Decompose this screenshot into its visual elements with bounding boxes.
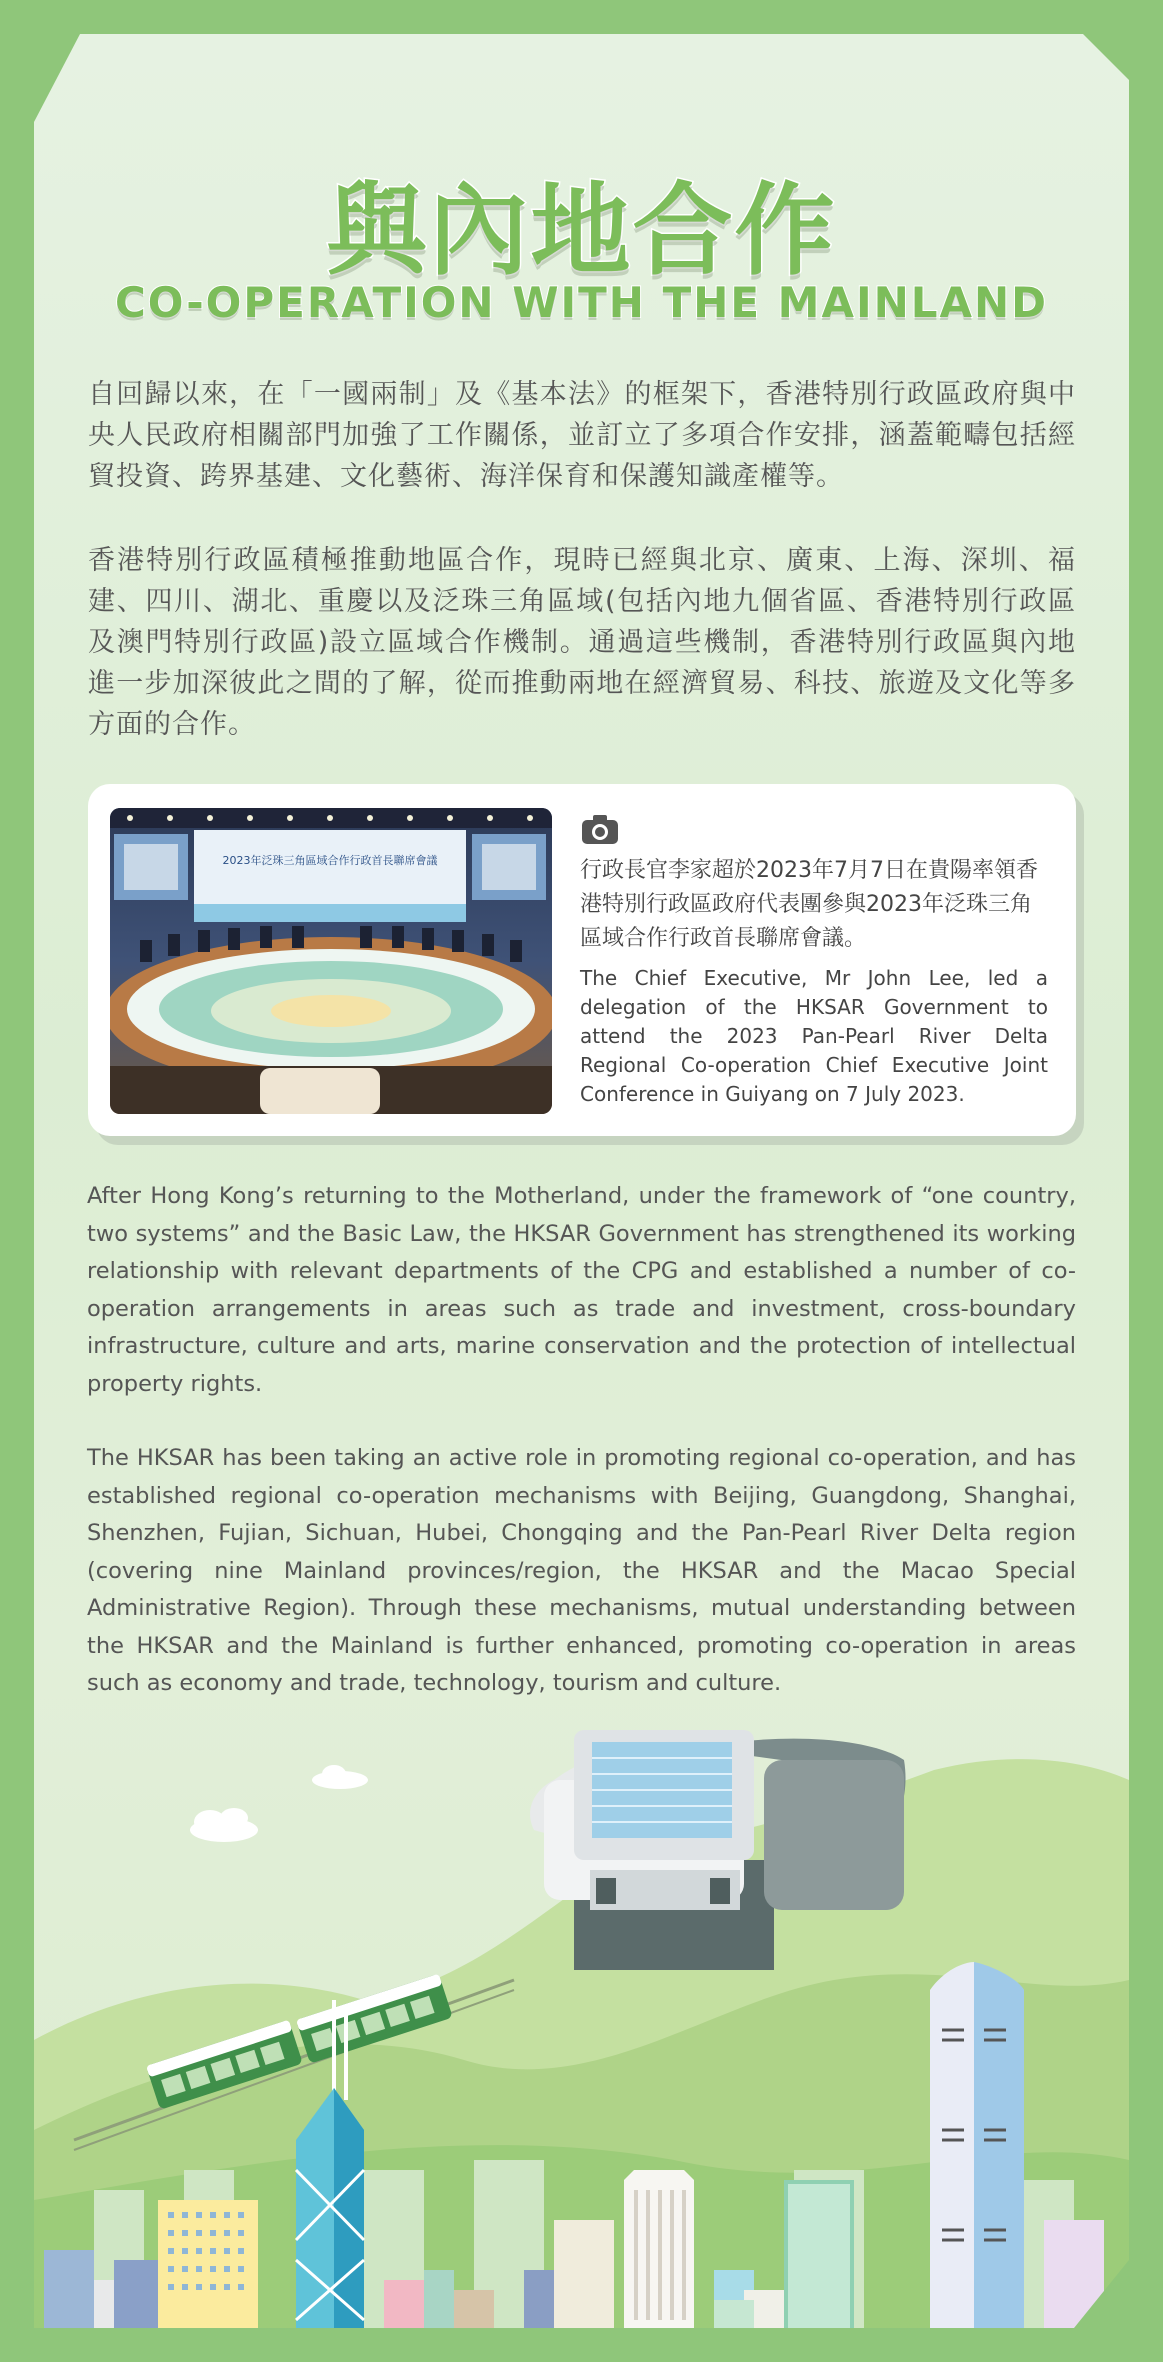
photo-banner-text: 2023年泛珠三角區域合作行政首長聯席會議 bbox=[222, 854, 438, 867]
building-icon bbox=[784, 2180, 854, 2328]
cloud-icon bbox=[312, 1765, 368, 1789]
photo-caption-chinese: 行政長官李家超於2023年7月7日在貴陽率領香港特別行政區政府代表團參與2023年泛珠三角區域合作行政首長聯席會議。 bbox=[580, 858, 1038, 951]
chinese-paragraph-1: 自回歸以來，在「一國兩制」及《基本法》的框架下，香港特別行政區政府與中央人民政府相關部門加強了工作關係，並訂立了多項合作安排，涵蓋範疇包括經貿投資、跨界基建、文化藝術、海洋保育和保護知識產權等。 bbox=[88, 379, 1076, 492]
chinese-paragraph-2: 香港特別行政區積極推動地區合作，現時已經與北京、廣東、上海、深圳、福建、四川、湖北、重慶以及泛珠三角區域(包括內地九個省區、香港特別行政區及澳門特別行政區)設立區域合作機制。通過這些機制，香港特別行政區與內地進一步加深彼此之間的了解，從而推動兩地在經濟貿易、科技、旅遊及文化等多方面的合作。 bbox=[88, 545, 1076, 740]
title-chinese: 與內地合作 bbox=[326, 172, 837, 289]
photo-card bbox=[88, 784, 1076, 1136]
building-icon bbox=[624, 2170, 694, 2328]
conference-photo bbox=[110, 808, 552, 1114]
title-english: CO-OPERATION WITH THE MAINLAND bbox=[114, 278, 1049, 327]
photo-caption-english: The Chief Executive, Mr John Lee, led a delegation of the HKSAR Government to attend the 2023 Pan-Pearl River Delta Regional Co-operation Chief Executive Joint Conference in Guiyang on 7 July 2023. bbox=[580, 966, 1048, 1106]
english-paragraph-2: The HKSAR has been taking an active role in promoting regional co-operation, and has established regional co-operation mechanisms with Beijing, Guangdong, Shanghai, Shenzhen, Fujian, Sichuan, Hubei, Chongqing and the Pan-Pearl River Delta region (covering nine Mainland provinces/region, the HKSAR and the Macao Special Administrative Region). Through these mechanisms, mutual understanding between the HKSAR and the Mainland is further enhanced, promoting co-operation in areas such as economy and trade, technology, tourism and culture. bbox=[87, 1445, 1076, 1696]
cloud-icon bbox=[190, 1808, 258, 1842]
camera-icon bbox=[580, 812, 620, 846]
hong-kong-skyline-illustration bbox=[34, 1700, 1129, 2328]
english-paragraph-1: After Hong Kong’s returning to the Motherland, under the framework of “one country, two systems” and the Basic Law, the HKSAR Government has strengthened its working relationship with relevant departments of the CPG and established a number of co-operation arrangements in areas such as trade and investment, cross-boundary infrastructure, culture and arts, marine conservation and the protection of intellectual property rights. bbox=[87, 1183, 1076, 1397]
international-commerce-centre-icon bbox=[930, 1962, 1024, 2328]
